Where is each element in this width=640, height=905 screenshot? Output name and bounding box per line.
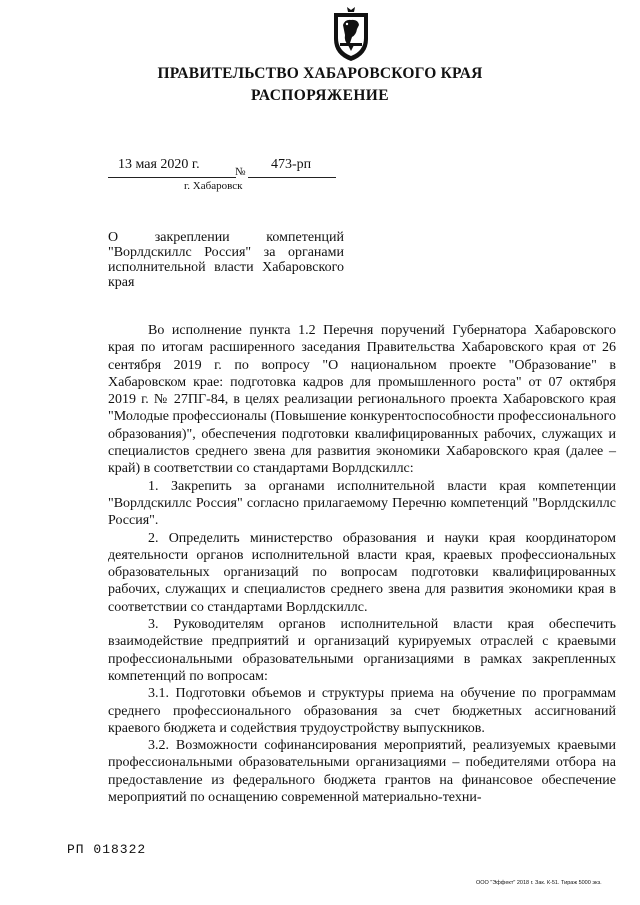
form-code: РП 018322 xyxy=(67,842,147,857)
paragraph-2: 2. Определить министерство образования и науки края координатором деятельности органов исполнительной власти края, краевых профессиональных образовательных организаций по вопросам подготовки квалифицированных рабочих, служащих и специалистов среднего звена для развития экономики края в соответствии со стандартами Ворлдскиллс. xyxy=(108,530,616,615)
paragraph-3-1: 3.1. Подготовки объемов и структуры приема на обучение по программам среднего профессионального образования за счет бюджетных ассигнований краевого бюджета и содействия трудоустройству выпускников. xyxy=(108,686,616,736)
paragraph-1: 1. Закрепить за органами исполнительной власти края компетенции "Ворлдскиллс Россия" согласно прилагаемому Перечню компетенций "Ворлдскиллс Россия". xyxy=(108,478,616,529)
document-city: г. Хабаровск xyxy=(184,180,243,192)
printer-imprint: ООО "Эффект" 2018 г. Зак. К-51. Тираж 5000 экз. xyxy=(476,880,602,886)
document-number: 473-рп xyxy=(271,157,312,172)
document-date: 13 мая 2020 г. xyxy=(118,157,200,172)
government-title: ПРАВИТЕЛЬСТВО ХАБАРОВСКОГО КРАЯ xyxy=(157,65,483,82)
document-body xyxy=(108,322,616,806)
paragraph-preamble: Во исполнение пункта 1.2 Перечня поручений Губернатора Хабаровского края по итогам расширенного заседания Правительства Хабаровского края от 26 сентября 2019 г. по вопросу "О национальном проекте "Образование" в Хабаровском крае: подготовка кадров для промышленного роста" от 07 октября 2019 г. № 27ПГ-84, в целях реализации регионального проекта Хабаровского края "Молодые профессионалы (Повышение конкурентоспособности профессионального образования)", обеспечения подготовки квалифицированных рабочих, служащих и специалистов среднего звена для развития экономики Хабаровского края (далее – край) в соответствии со стандартами Ворлдскиллс: xyxy=(108,323,616,477)
paragraph-3: 3. Руководителям органов исполнительной власти края обеспечить взаимодействие предприятий и организаций курируемых отраслей с краевыми профессиональными образовательными организациями в рамках закрепленных компетенций по вопросам: xyxy=(108,617,616,684)
number-sign: № xyxy=(235,166,246,178)
number-underline xyxy=(248,177,336,178)
document-subject: О закреплении компетенций "Ворлдскиллс Россия" за органами исполнительной власти Хабаровского края xyxy=(108,230,344,290)
coat-of-arms-emblem xyxy=(331,5,371,63)
date-underline xyxy=(108,177,236,178)
paragraph-3-2: 3.2. Возможности софинансирования мероприятий, реализуемых краевыми профессиональными образовательными организациями – победителями отбора на предоставление из федерального бюджета грантов на финансовое обеспечение мероприятий по оснащению современной материально-техни- xyxy=(108,738,616,806)
document-type: РАСПОРЯЖЕНИЕ xyxy=(250,87,390,104)
